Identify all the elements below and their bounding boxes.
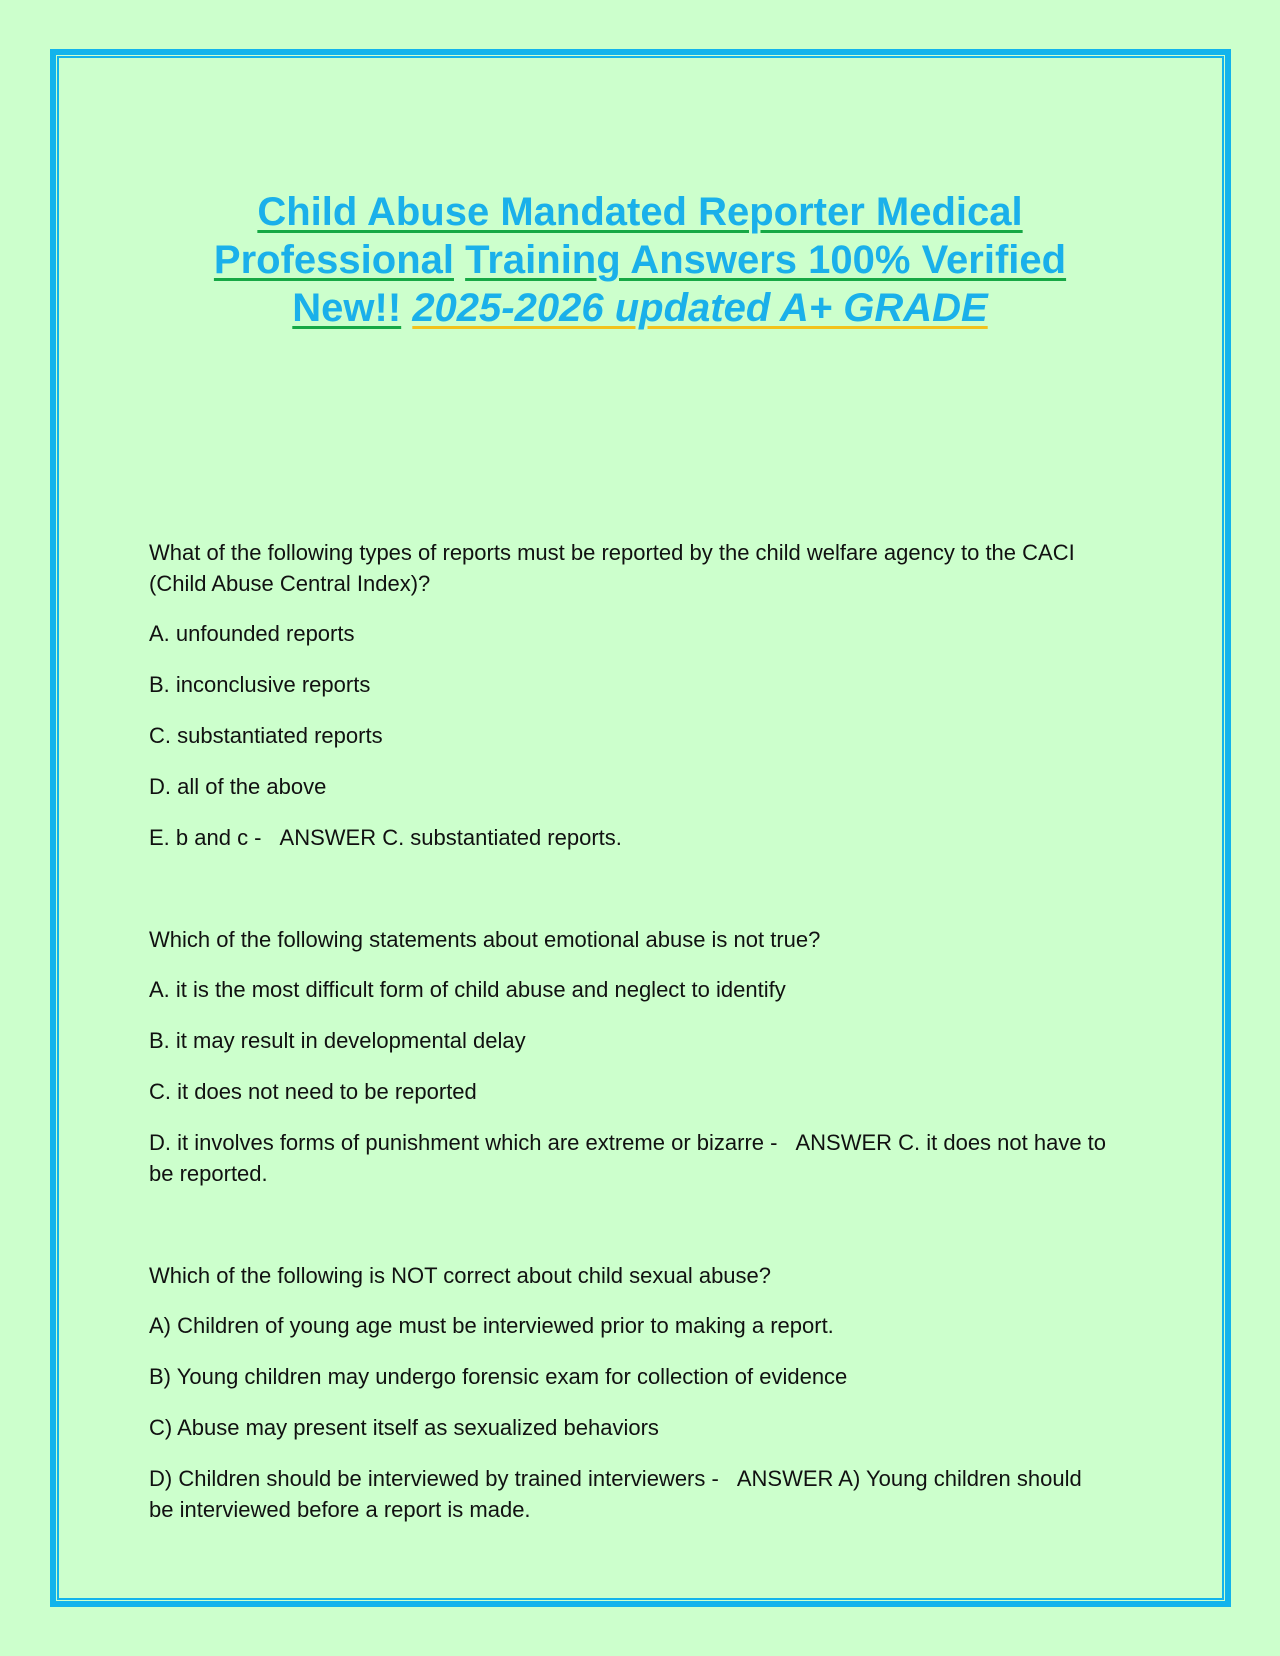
question-text: Which of the following is NOT correct about child sexual abuse? — [149, 1263, 772, 1288]
answer-text: ANSWER A) Young children should be interviewed before a report is made. — [149, 1466, 1082, 1522]
option-text: E. b and c - — [149, 825, 262, 850]
question-list — [149, 537, 1109, 1525]
title-line-3a: New!! — [292, 286, 402, 330]
option-item: C. it does not need to be reported — [149, 1079, 477, 1104]
option-item: A. it is the most difficult form of child abuse and neglect to identify — [149, 977, 786, 1002]
option-item: C) Abuse may present itself as sexualized behaviors — [149, 1415, 659, 1440]
option-text: D) Children should be interviewed by trained interviewers - — [149, 1466, 719, 1491]
question-block-3 — [149, 1260, 1109, 1525]
question-text: What of the following types of reports must be reported by the child welfare agency to the CACI (Child Abuse Central Index)? — [149, 540, 1075, 596]
answer-text: ANSWER C. substantiated reports. — [279, 825, 622, 850]
option-item: B. it may result in developmental delay — [149, 1028, 526, 1053]
option-item-with-answer — [149, 1463, 1109, 1525]
document-title — [150, 188, 1130, 332]
option-item: B. inconclusive reports — [149, 672, 371, 697]
title-line-2a: Professional — [213, 238, 454, 282]
option-item: D. all of the above — [149, 774, 327, 799]
option-text: D. it involves forms of punishment which are extreme or bizarre - — [149, 1130, 778, 1155]
option-item-with-answer — [149, 1127, 1109, 1189]
answer-text: ANSWER C. it does not have to be reported. — [149, 1130, 1107, 1186]
question-block-1 — [149, 537, 1109, 853]
question-text: Which of the following statements about emotional abuse is not true? — [149, 927, 821, 952]
option-item-with-answer — [149, 822, 1109, 853]
title-line-2b: Training Answers 100% Verified — [465, 238, 1067, 282]
option-item: C. substantiated reports — [149, 723, 383, 748]
question-block-2 — [149, 924, 1109, 1189]
option-item: B) Young children may undergo forensic exam for collection of evidence — [149, 1364, 848, 1389]
option-item: A) Children of young age must be interviewed prior to making a report. — [149, 1313, 834, 1338]
title-line-1: Child Abuse Mandated Reporter Medical — [257, 190, 1023, 234]
option-item: A. unfounded reports — [149, 621, 355, 646]
title-line-3b: 2025-2026 updated A+ GRADE — [412, 286, 988, 330]
